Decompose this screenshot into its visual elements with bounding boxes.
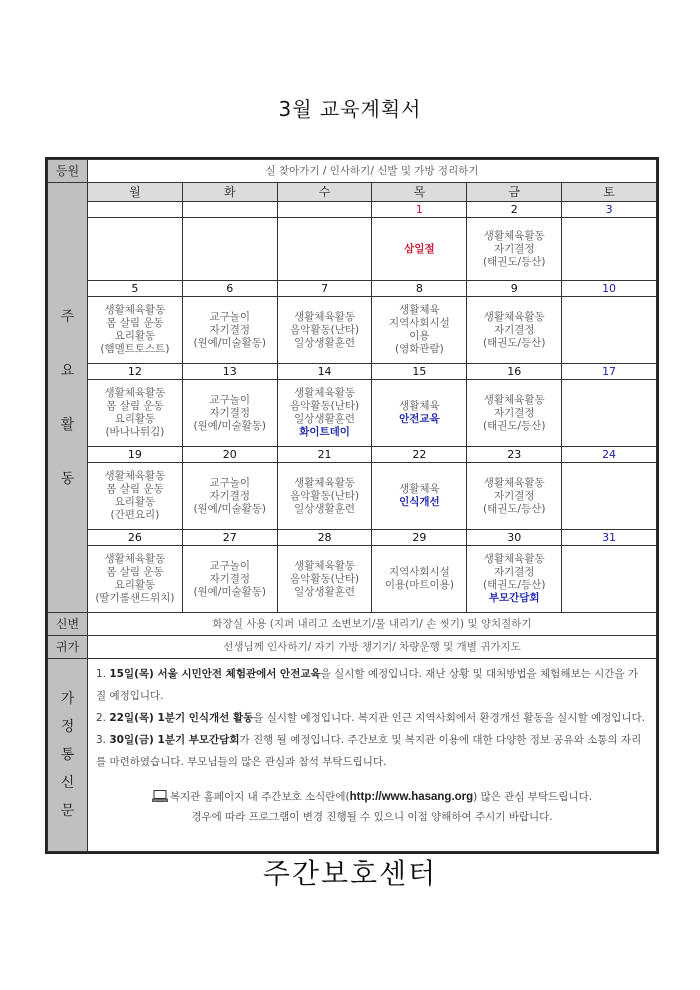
activity-line: 생활체육활동 <box>294 387 355 399</box>
activity-line: (태권도/등산) <box>483 502 546 515</box>
activity-line: 자기결정 <box>209 323 251 336</box>
departure-text: 선생님께 인사하기/ 자기 가방 챙기기/ 차량운행 및 개별 귀가지도 <box>88 636 657 659</box>
date-cell <box>277 202 372 218</box>
newsletter-item <box>96 729 648 773</box>
activity-line: 교구놀이 <box>209 559 251 572</box>
date-cell: 23 <box>467 447 562 463</box>
change-notice: 경우에 따라 프로그램이 변경 진행될 수 있으니 이점 양해하여 주시기 바랍니다. <box>191 811 553 823</box>
arrival-text: 실 찾아가기 / 인사하기/ 신발 및 가방 정리하기 <box>88 160 657 183</box>
date-cell: 13 <box>182 364 277 380</box>
item-text: 가 진행 될 예정입니다. 주간보호 및 복지관 이용에 대한 다양한 정보 공유와 소통의 자리를 마련하였습니다. 부모님들의 많은 관심과 참석 부탁드립니다. <box>96 734 642 768</box>
main-activities-label-char: 동 <box>60 470 75 487</box>
activity-line: 음악활동(난타) <box>290 489 360 502</box>
activity-cell <box>182 463 277 530</box>
date-cell: 6 <box>182 281 277 297</box>
activity-line: 요리활동 <box>114 496 156 508</box>
date-cell: 15 <box>372 364 467 380</box>
activity-cell <box>562 380 657 447</box>
newsletter-item <box>96 707 648 729</box>
activity-line: 자기결정 <box>493 566 535 578</box>
activity-line: 생활체육활동 <box>294 559 355 572</box>
activity-line: 몸 살림 운동 <box>106 483 164 495</box>
activity-line: 이용(마트이용) <box>384 579 454 591</box>
activity-cell <box>88 380 183 447</box>
activity-line: 생활체육활동 <box>294 310 355 323</box>
activity-line: (원예/미술활동) <box>193 419 267 432</box>
activity-line: 자기결정 <box>209 572 251 585</box>
item-emphasis: 15일(목) 서울 시민안전 체험관에서 안전교육 <box>109 668 321 680</box>
activity-cell <box>467 297 562 364</box>
activity-line: 요리활동 <box>114 579 156 591</box>
arrival-label: 등원 <box>48 160 88 183</box>
date-cell <box>88 202 183 218</box>
date-cell: 30 <box>467 530 562 546</box>
activity-cell <box>372 380 467 447</box>
activity-line: (원예/미술활동) <box>193 336 267 349</box>
main-activities-label-char: 주 <box>60 308 75 325</box>
date-cell: 27 <box>182 530 277 546</box>
week-date-row <box>48 281 657 297</box>
main-activities-label-char: 활 <box>60 416 75 433</box>
newsletter-label-char: 신 <box>60 775 75 791</box>
website-line <box>96 787 648 807</box>
activity-line: 자기결정 <box>493 406 535 419</box>
newsletter-label-char: 가 <box>60 691 75 707</box>
item-text: 을 실시할 예정입니다. 복지관 인근 지역사회에서 환경개선 활동을 실시할 예정입니다. <box>253 712 645 724</box>
week-activity-row <box>48 546 657 613</box>
date-cell: 8 <box>372 281 467 297</box>
newsletter-label <box>48 659 88 852</box>
activity-line: 자기결정 <box>493 242 535 255</box>
activity-line: 몸 살림 운동 <box>106 400 164 412</box>
activity-line: 생활체육활동 <box>104 387 166 399</box>
activity-cell <box>277 463 372 530</box>
activity-cell <box>88 546 183 613</box>
date-cell: 31 <box>562 530 657 546</box>
activity-highlight: 화이트데이 <box>299 426 350 438</box>
date-cell: 29 <box>372 530 467 546</box>
newsletter-item <box>96 663 648 707</box>
activity-cell <box>562 297 657 364</box>
activity-cell <box>372 218 467 281</box>
date-cell: 9 <box>467 281 562 297</box>
activity-cell <box>277 297 372 364</box>
newsletter-label-char: 문 <box>60 803 75 819</box>
activity-line: 요리활동 <box>114 413 156 425</box>
activity-cell <box>467 380 562 447</box>
item-number: 2. <box>96 712 110 724</box>
departure-label: 귀가 <box>48 636 88 659</box>
activity-line: 일상생활훈련 <box>294 413 355 425</box>
activity-highlight: 부모간담회 <box>488 592 540 604</box>
week-date-row <box>48 447 657 463</box>
item-number: 3. <box>96 734 110 746</box>
activity-cell <box>182 218 277 281</box>
activity-line: 생활체육활동 <box>483 310 545 323</box>
week-activity-row <box>48 297 657 364</box>
date-cell: 28 <box>277 530 372 546</box>
weekday-header: 수 <box>277 183 372 202</box>
weekday-header: 토 <box>562 183 657 202</box>
newsletter-label-char: 통 <box>60 747 75 763</box>
activity-cell <box>182 297 277 364</box>
date-cell: 1 <box>372 202 467 218</box>
activity-line: 지역사회시설 <box>388 566 450 578</box>
item-emphasis: 22일(목) 1분기 인식개선 활동 <box>109 712 254 724</box>
activity-line: (태권도/등산) <box>483 336 546 349</box>
document-title: 3월 교육계획서 <box>278 97 422 121</box>
date-cell: 3 <box>562 202 657 218</box>
activity-cell <box>562 546 657 613</box>
newsletter-label-char: 정 <box>60 719 75 735</box>
activity-line: 음악활동(난타) <box>290 572 360 585</box>
activity-line: 지역사회시설 <box>388 317 450 329</box>
activity-line: 생활체육활동 <box>483 553 545 565</box>
activity-line: 자기결정 <box>493 489 535 502</box>
activity-line: (원예/미술활동) <box>193 585 267 598</box>
activity-cell <box>182 380 277 447</box>
item-text: 을 실시할 예정입니다. 재난 상황 및 대처방법을 체험해보는 시간을 가질 예정입니다. <box>96 668 639 702</box>
activity-line: (영화관람) <box>395 343 444 355</box>
activity-line: (바나나튀김) <box>105 426 165 438</box>
activity-cell <box>562 463 657 530</box>
activity-line: (태권도/등산) <box>483 419 546 432</box>
date-cell: 20 <box>182 447 277 463</box>
newsletter-body <box>88 659 657 852</box>
activity-line: (간편요리) <box>110 509 160 521</box>
activity-cell <box>277 218 372 281</box>
activity-cell <box>88 297 183 364</box>
date-cell <box>182 202 277 218</box>
activity-line: 생활체육활동 <box>104 304 166 316</box>
activity-line: 일상생활훈련 <box>294 502 355 515</box>
activity-cell <box>467 546 562 613</box>
date-cell: 26 <box>88 530 183 546</box>
activity-line: (태권도/등산) <box>483 579 546 591</box>
activity-line: (태권도/등산) <box>483 255 546 268</box>
date-cell: 2 <box>467 202 562 218</box>
item-number: 1. <box>96 668 110 680</box>
date-cell: 10 <box>562 281 657 297</box>
activity-cell <box>88 218 183 281</box>
date-cell: 16 <box>467 364 562 380</box>
activity-highlight: 인식개선 <box>399 496 440 508</box>
week-activity-row <box>48 463 657 530</box>
activity-highlight: 삼일절 <box>404 242 435 255</box>
week-activity-row <box>48 380 657 447</box>
weekday-header: 금 <box>467 183 562 202</box>
weekday-header: 목 <box>372 183 467 202</box>
date-cell: 14 <box>277 364 372 380</box>
activity-line: (딸기롤샌드위치) <box>95 592 175 604</box>
center-name: 주간보호센터 <box>262 857 438 890</box>
activity-highlight: 안전교육 <box>399 413 440 425</box>
activity-line: 몸 살림 운동 <box>106 566 164 578</box>
activity-cell <box>372 463 467 530</box>
activity-cell <box>467 463 562 530</box>
activity-line: 자기결정 <box>209 406 251 419</box>
activity-line: 요리활동 <box>114 330 156 342</box>
computer-icon <box>152 789 168 801</box>
activity-cell <box>467 218 562 281</box>
date-cell: 17 <box>562 364 657 380</box>
activity-line: 몸 살림 운동 <box>106 317 164 329</box>
activity-line: 생활체육활동 <box>483 229 545 242</box>
hygiene-label: 신변 <box>48 613 88 636</box>
date-cell: 5 <box>88 281 183 297</box>
activity-line: 생활체육 <box>399 304 440 316</box>
date-cell: 12 <box>88 364 183 380</box>
weekday-header: 월 <box>88 183 183 202</box>
activity-line: 생활체육 <box>399 483 440 495</box>
activity-line: 일상생활훈련 <box>294 336 355 349</box>
activity-cell <box>562 218 657 281</box>
activity-line: 생활체육 <box>399 400 440 412</box>
activity-line: (햄멜트토스트) <box>100 343 170 355</box>
activity-line: 생활체육활동 <box>104 553 166 565</box>
activity-line: 자기결정 <box>209 489 251 502</box>
main-activities-label <box>48 183 88 613</box>
website-link[interactable]: http://www.hasang.org <box>349 791 474 803</box>
activity-cell <box>277 380 372 447</box>
activity-line: 생활체육활동 <box>104 470 166 482</box>
main-activities-label-char: 요 <box>60 362 75 379</box>
website-prefix: 복지관 홈페이지 내 주간보호 소식란에( <box>169 791 350 803</box>
date-cell: 19 <box>88 447 183 463</box>
activity-cell <box>372 297 467 364</box>
activity-cell <box>182 546 277 613</box>
date-cell: 7 <box>277 281 372 297</box>
item-emphasis: 30일(금) 1분기 부모간담회 <box>109 734 240 746</box>
activity-cell <box>88 463 183 530</box>
website-suffix: ) 많은 관심 부탁드립니다. <box>473 791 593 803</box>
date-cell: 22 <box>372 447 467 463</box>
hygiene-text: 화장실 사용 (지퍼 내리고 소변보기/물 내리기/ 손 씻기) 및 양치질하기 <box>88 613 657 636</box>
activity-line: 생활체육활동 <box>483 476 545 489</box>
activity-line: 음악활동(난타) <box>290 323 360 336</box>
date-cell: 21 <box>277 447 372 463</box>
activity-line: 교구놀이 <box>209 476 251 489</box>
week-date-row <box>48 530 657 546</box>
date-cell: 24 <box>562 447 657 463</box>
activity-line: 이용 <box>409 330 430 342</box>
activity-line: 음악활동(난타) <box>290 400 360 412</box>
week-date-row <box>48 202 657 218</box>
activity-line: 교구놀이 <box>209 310 251 323</box>
week-activity-row <box>48 218 657 281</box>
activity-line: (원예/미술활동) <box>193 502 267 515</box>
activity-cell <box>372 546 467 613</box>
activity-line: 교구놀이 <box>209 393 251 406</box>
activity-line: 자기결정 <box>493 323 535 336</box>
weekday-header: 화 <box>182 183 277 202</box>
week-date-row <box>48 364 657 380</box>
activity-line: 생활체육활동 <box>483 393 545 406</box>
activity-line: 일상생활훈련 <box>294 585 355 598</box>
education-plan-table <box>45 157 659 854</box>
activity-cell <box>277 546 372 613</box>
activity-line: 생활체육활동 <box>294 476 355 489</box>
